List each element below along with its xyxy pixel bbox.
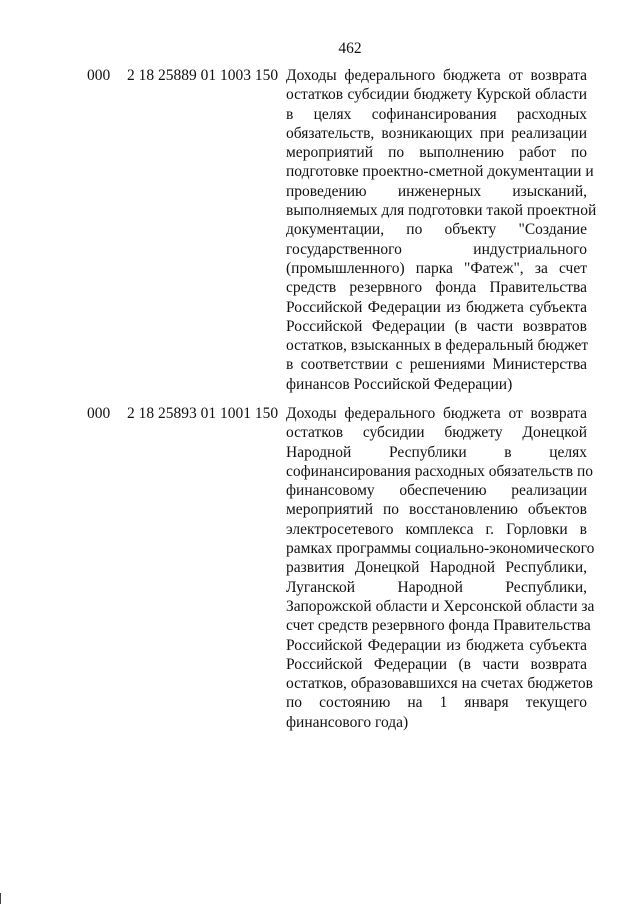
description-line: Доходы федерального бюджета от возврата [286,67,587,84]
description-line: Российской Федерации из бюджета субъекта [286,636,587,654]
description-line: обязательств, возникающих при реализации [286,124,587,142]
budget-classification-code: 2 18 25889 01 1003 150 [127,67,279,84]
description-line: Российской Федерации (в части возврата [286,655,587,673]
description-line: финансовому обеспечению реализации [286,482,587,500]
description-line: Запорожской области и Херсонской области за [286,597,595,615]
description-line: остатков субсидии бюджету Курской области [286,86,587,104]
description-line: Российской Федерации (в части возвратов [286,317,587,335]
description-line: Народной Республики в целях [286,443,587,461]
admin-code: 000 [87,405,111,422]
description-line: документации, по объекту "Создание [286,221,587,239]
description-line: электросетевого комплекса г. Горловки в [286,520,587,538]
budget-classification-code: 2 18 25893 01 1001 150 [127,405,279,422]
description-line: рамках программы социально-экономического [286,540,595,558]
description-line: финансов Российской Федерации) [286,375,513,393]
description-line: подготовке проектно-сметной документации и [286,163,594,181]
description-line: государственного индустриального [286,240,587,258]
description-line: счет средств резервного фонда Правительства [286,617,591,635]
entry-description [286,404,595,732]
description-line: проведению инженерных изысканий, [286,182,587,200]
description-line: (промышленного) парка "Фатеж", за счет [286,259,587,277]
description-line: по состоянию на 1 января текущего [286,694,587,712]
description-line: выполняемых для подготовки такой проектной [286,202,597,220]
description-line: софинансирования расходных обязательств по [286,462,594,480]
description-line: Доходы федерального бюджета от возврата [286,405,587,422]
description-line: в соответствии с решениями Министерства [286,356,587,374]
description-line: мероприятий по восстановлению объектов [286,501,587,519]
description-line: развития Донецкой Народной Республики, [286,559,587,577]
scan-edge-mark [0,893,1,904]
description-line: Луганской Народной Республики, [286,578,587,596]
description-line: финансового года) [286,713,409,731]
description-line: Российской Федерации из бюджета субъекта [286,298,587,316]
description-line: остатков, взысканных в федеральный бюджет [286,337,589,355]
description-line: средств резервного фонда Правительства [286,279,587,297]
admin-code: 000 [87,67,111,84]
description-line: мероприятий по выполнению работ по [286,144,587,162]
description-line: остатков субсидии бюджету Донецкой [286,424,587,442]
entry-description [286,66,597,394]
description-line: остатков, образовавшихся на счетах бюджетов [286,675,593,693]
page-number: 462 [338,40,362,57]
description-line: в целях софинансирования расходных [286,105,587,123]
